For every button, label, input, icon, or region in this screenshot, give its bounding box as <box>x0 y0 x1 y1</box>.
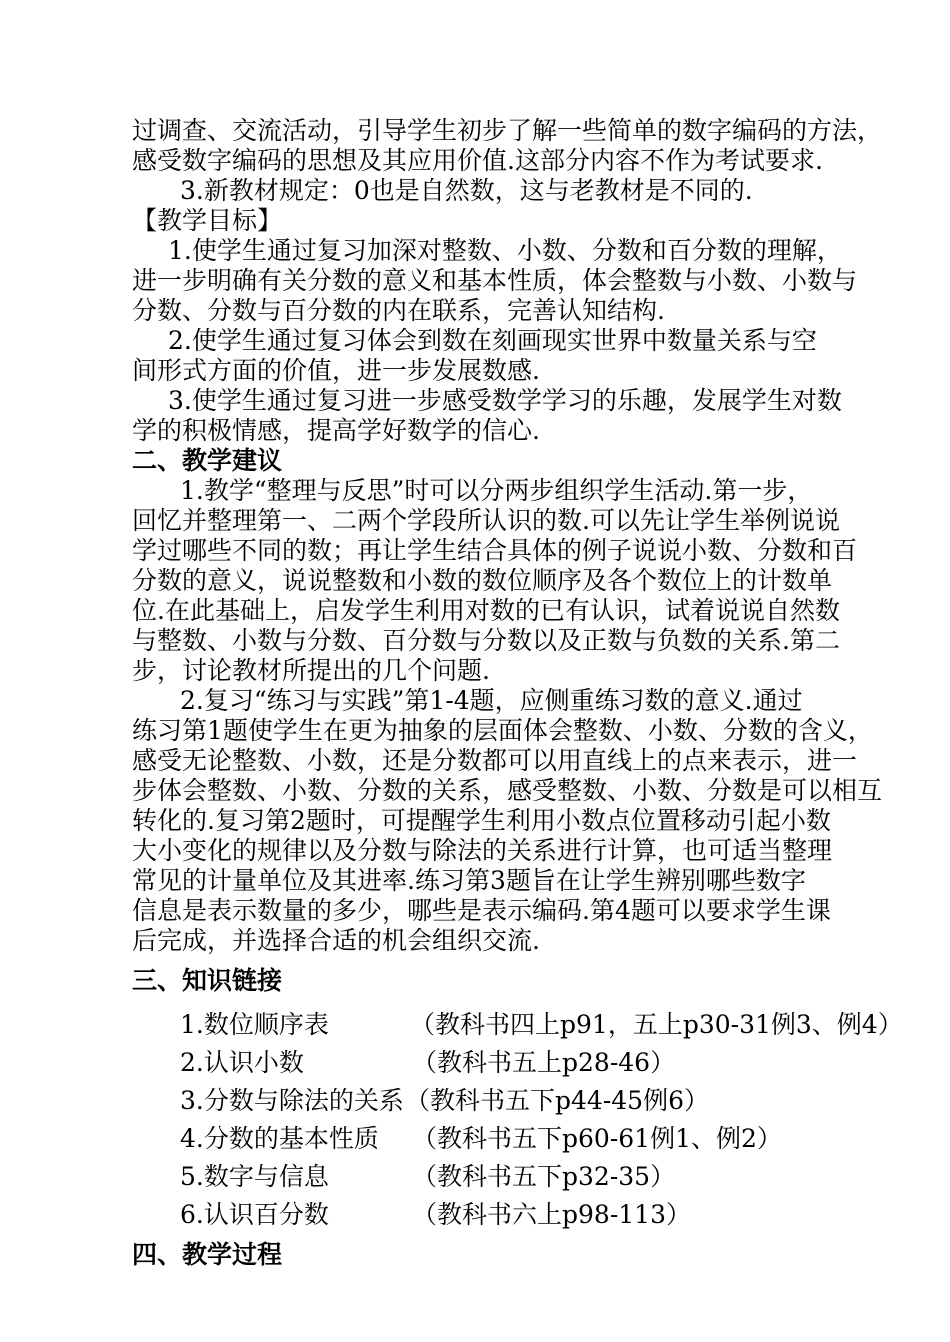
link-item-ref: （教科书五下p32-35） <box>412 1162 676 1191</box>
text-line: 大小变化的规律以及分数与除法的关系进行计算，也可适当整理 <box>132 836 833 865</box>
section-heading: 四、教学过程 <box>132 1240 283 1269</box>
text-line: 过调查、交流活动，引导学生初步了解一些简单的数字编码的方法， <box>132 116 883 145</box>
text-line: 位.在此基础上，启发学生利用对数的已有认识，试着说说自然数 <box>132 596 840 625</box>
link-item-ref: （教科书五下p60-61例1、例2） <box>412 1124 782 1153</box>
text-line: 2.使学生通过复习体会到数在刻画现实世界中数量关系与空 <box>168 326 817 355</box>
text-line: 转化的.复习第2题时，可提醒学生利用小数点位置移动引起小数 <box>132 806 831 835</box>
link-item-name: 6.认识百分数 <box>180 1200 329 1229</box>
link-item-name: 5.数字与信息 <box>180 1162 329 1191</box>
text-line: 常见的计量单位及其进率.练习第3题旨在让学生辨别哪些数字 <box>132 866 806 895</box>
text-line: 3.使学生通过复习进一步感受数学学习的乐趣，发展学生对数 <box>168 386 842 415</box>
link-item-ref: （教科书六上p98-113） <box>412 1200 691 1229</box>
text-line: 1.使学生通过复习加深对整数、小数、分数和百分数的理解， <box>168 236 842 265</box>
text-line: 1.教学“整理与反思”时可以分两步组织学生活动.第一步， <box>180 476 813 505</box>
text-line: 3.新教材规定：0也是自然数，这与老教材是不同的. <box>180 176 753 205</box>
text-line: 分数、分数与百分数的内在联系，完善认知结构. <box>132 296 665 325</box>
text-line: 回忆并整理第一、二两个学段所认识的数.可以先让学生举例说说 <box>132 506 840 535</box>
text-line: 感受数字编码的思想及其应用价值.这部分内容不作为考试要求. <box>132 146 823 175</box>
text-line: 学过哪些不同的数；再让学生结合具体的例子说说小数、分数和百 <box>132 536 858 565</box>
text-line: 分数的意义，说说整数和小数的数位顺序及各个数位上的计数单 <box>132 566 833 595</box>
text-line: 进一步明确有关分数的意义和基本性质，体会整数与小数、小数与 <box>132 266 858 295</box>
link-item-ref: （教科书五上p28-46） <box>412 1048 676 1077</box>
text-line: 步体会整数、小数、分数的关系，感受整数、小数、分数是可以相互 <box>132 776 883 805</box>
text-line: 信息是表示数量的多少，哪些是表示编码.第4题可以要求学生课 <box>132 896 831 925</box>
link-item-ref: （教科书五下p44-45例6） <box>405 1086 709 1115</box>
text-line: 后完成，并选择合适的机会组织交流. <box>132 926 540 955</box>
text-line: 练习第1题使学生在更为抽象的层面体会整数、小数、分数的含义， <box>132 716 873 745</box>
text-line: 步，讨论教材所提出的几个问题. <box>132 656 490 685</box>
section-heading: 三、知识链接 <box>132 966 283 995</box>
link-item-name: 3.分数与除法的关系 <box>180 1086 404 1115</box>
section-heading: 二、教学建议 <box>132 446 283 475</box>
link-item-name: 1.数位顺序表 <box>180 1010 329 1039</box>
link-item-name: 4.分数的基本性质 <box>180 1124 379 1153</box>
text-line: 与整数、小数与分数、百分数与分数以及正数与负数的关系.第二 <box>132 626 840 655</box>
link-item-name: 2.认识小数 <box>180 1048 304 1077</box>
text-line: 2.复习“练习与实践”第1-4题，应侧重练习数的意义.通过 <box>180 686 803 715</box>
text-line: 间形式方面的价值，进一步发展数感. <box>132 356 540 385</box>
text-line: 学的积极情感，提高学好数学的信心. <box>132 416 540 445</box>
goals-heading: 【教学目标】 <box>132 206 283 235</box>
text-line: 感受无论整数、小数，还是分数都可以用直线上的点来表示，进一 <box>132 746 858 775</box>
link-item-ref: （教科书四上p91，五上p30-31例3、例4） <box>410 1010 903 1039</box>
